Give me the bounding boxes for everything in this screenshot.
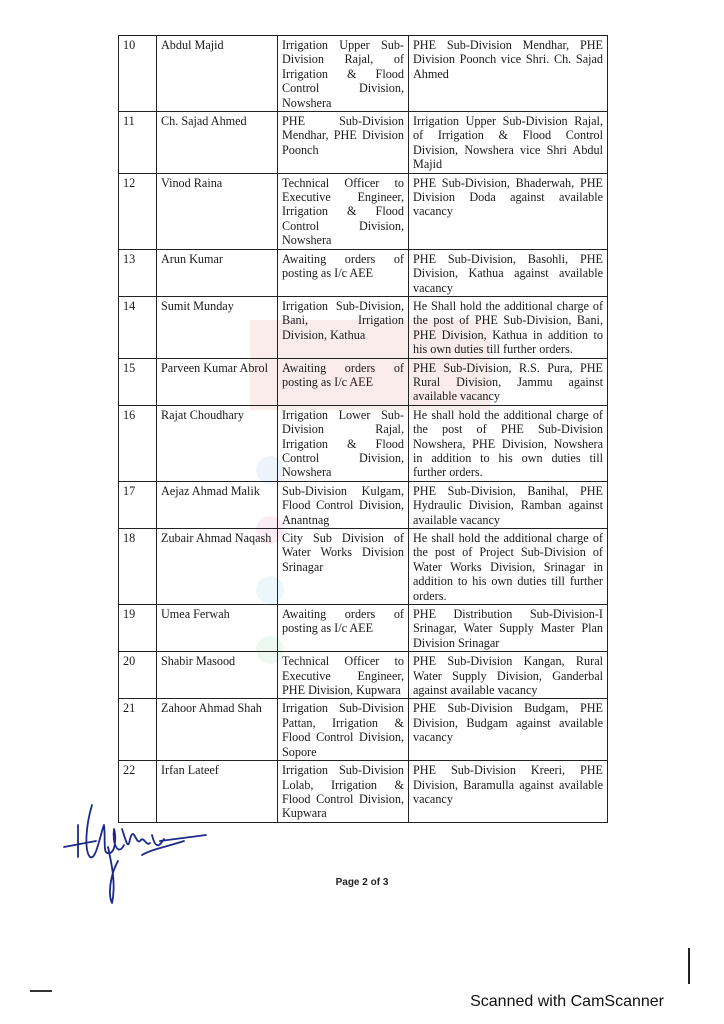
- table-row: [119, 405, 608, 481]
- table-row: [119, 529, 608, 605]
- new-posting-cell: Irrigation Upper Sub-Division Rajal, of Irrigation & Flood Control Division, Nowshera vice Shri Abdul Majid: [409, 112, 608, 174]
- table-row: [119, 605, 608, 652]
- officer-name-cell: Zubair Ahmad Naqash: [157, 529, 278, 605]
- present-posting-cell: Awaiting orders of posting as I/c AEE: [278, 249, 409, 296]
- scanner-watermark-label: Scanned with CamScanner: [470, 993, 664, 1010]
- table-row: [119, 249, 608, 296]
- new-posting-cell: PHE Sub-Division Budgam, PHE Division, Budgam against available vacancy: [409, 699, 608, 761]
- new-posting-cell: PHE Sub-Division, Basohli, PHE Division, Kathua against available vacancy: [409, 249, 608, 296]
- scan-edge-mark: [688, 948, 690, 984]
- present-posting-cell: Technical Officer to Executive Engineer, Irrigation & Flood Control Division, Nowshera: [278, 173, 409, 249]
- serial-number-cell: 20: [119, 652, 157, 699]
- serial-number-cell: 12: [119, 173, 157, 249]
- present-posting-cell: Technical Officer to Executive Engineer, PHE Division, Kupwara: [278, 652, 409, 699]
- officer-name-cell: Parveen Kumar Abrol: [157, 358, 278, 405]
- table-row: [119, 36, 608, 112]
- new-posting-cell: He Shall hold the additional charge of the post of PHE Sub-Division, Bani, PHE Division, Kathua in addition to his own duties till further orders.: [409, 296, 608, 358]
- officer-name-cell: Umea Ferwah: [157, 605, 278, 652]
- officer-name-cell: Aejaz Ahmad Malik: [157, 481, 278, 528]
- new-posting-cell: He shall hold the additional charge of the post of PHE Sub-Division Nowshera, PHE Division, Nowshera in addition to his own duties till further orders.: [409, 405, 608, 481]
- serial-number-cell: 19: [119, 605, 157, 652]
- serial-number-cell: 13: [119, 249, 157, 296]
- present-posting-cell: Sub-Division Kulgam, Flood Control Division, Anantnag: [278, 481, 409, 528]
- serial-number-cell: 22: [119, 761, 157, 823]
- officer-name-cell: Abdul Majid: [157, 36, 278, 112]
- officer-name-cell: Rajat Choudhary: [157, 405, 278, 481]
- serial-number-cell: 21: [119, 699, 157, 761]
- handwritten-signature: [56, 795, 216, 910]
- present-posting-cell: PHE Sub-Division Mendhar, PHE Division Poonch: [278, 112, 409, 174]
- present-posting-cell: Irrigation Lower Sub-Division Rajal, Irrigation & Flood Control Division, Nowshera: [278, 405, 409, 481]
- new-posting-cell: PHE Distribution Sub-Division-I Srinagar, Water Supply Master Plan Division Srinagar: [409, 605, 608, 652]
- serial-number-cell: 18: [119, 529, 157, 605]
- table-row: [119, 296, 608, 358]
- page-number: Page 2 of 3: [335, 877, 389, 888]
- officer-name-cell: Sumit Munday: [157, 296, 278, 358]
- officer-name-cell: Ch. Sajad Ahmed: [157, 112, 278, 174]
- serial-number-cell: 15: [119, 358, 157, 405]
- present-posting-cell: Awaiting orders of posting as I/c AEE: [278, 605, 409, 652]
- present-posting-cell: City Sub Division of Water Works Division Srinagar: [278, 529, 409, 605]
- new-posting-cell: PHE Sub-Division Kreeri, PHE Division, Baramulla against available vacancy: [409, 761, 608, 823]
- new-posting-cell: PHE Sub-Division Kangan, Rural Water Supply Division, Ganderbal against available vacancy: [409, 652, 608, 699]
- officer-name-cell: Vinod Raina: [157, 173, 278, 249]
- table-row: [119, 112, 608, 174]
- serial-number-cell: 17: [119, 481, 157, 528]
- officer-name-cell: Irfan Lateef: [157, 761, 278, 823]
- new-posting-cell: He shall hold the additional charge of the post of Project Sub-Division of Water Works Division, Srinagar in addition to his own duties till further orders.: [409, 529, 608, 605]
- present-posting-cell: Awaiting orders of posting as I/c AEE: [278, 358, 409, 405]
- new-posting-cell: PHE Sub-Division, R.S. Pura, PHE Rural Division, Jammu against available vacancy: [409, 358, 608, 405]
- serial-number-cell: 14: [119, 296, 157, 358]
- new-posting-cell: PHE Sub-Division, Bhaderwah, PHE Division Doda against available vacancy: [409, 173, 608, 249]
- new-posting-cell: PHE Sub-Division, Banihal, PHE Hydraulic Division, Ramban against available vacancy: [409, 481, 608, 528]
- serial-number-cell: 16: [119, 405, 157, 481]
- scan-edge-mark: [30, 990, 52, 992]
- officer-name-cell: Arun Kumar: [157, 249, 278, 296]
- table-row: [119, 699, 608, 761]
- transfer-postings-table: [118, 35, 608, 823]
- table-row: [119, 652, 608, 699]
- new-posting-cell: PHE Sub-Division Mendhar, PHE Division Poonch vice Shri. Ch. Sajad Ahmed: [409, 36, 608, 112]
- table-row: [119, 358, 608, 405]
- officer-name-cell: Shabir Masood: [157, 652, 278, 699]
- present-posting-cell: Irrigation Sub-Division Pattan, Irrigation & Flood Control Division, Sopore: [278, 699, 409, 761]
- serial-number-cell: 11: [119, 112, 157, 174]
- present-posting-cell: Irrigation Sub-Division, Bani, Irrigation Division, Kathua: [278, 296, 409, 358]
- present-posting-cell: Irrigation Sub-Division Lolab, Irrigation & Flood Control Division, Kupwara: [278, 761, 409, 823]
- officer-name-cell: Zahoor Ahmad Shah: [157, 699, 278, 761]
- table-row: [119, 481, 608, 528]
- present-posting-cell: Irrigation Upper Sub-Division Rajal, of Irrigation & Flood Control Division, Nowshera: [278, 36, 409, 112]
- table-row: [119, 173, 608, 249]
- serial-number-cell: 10: [119, 36, 157, 112]
